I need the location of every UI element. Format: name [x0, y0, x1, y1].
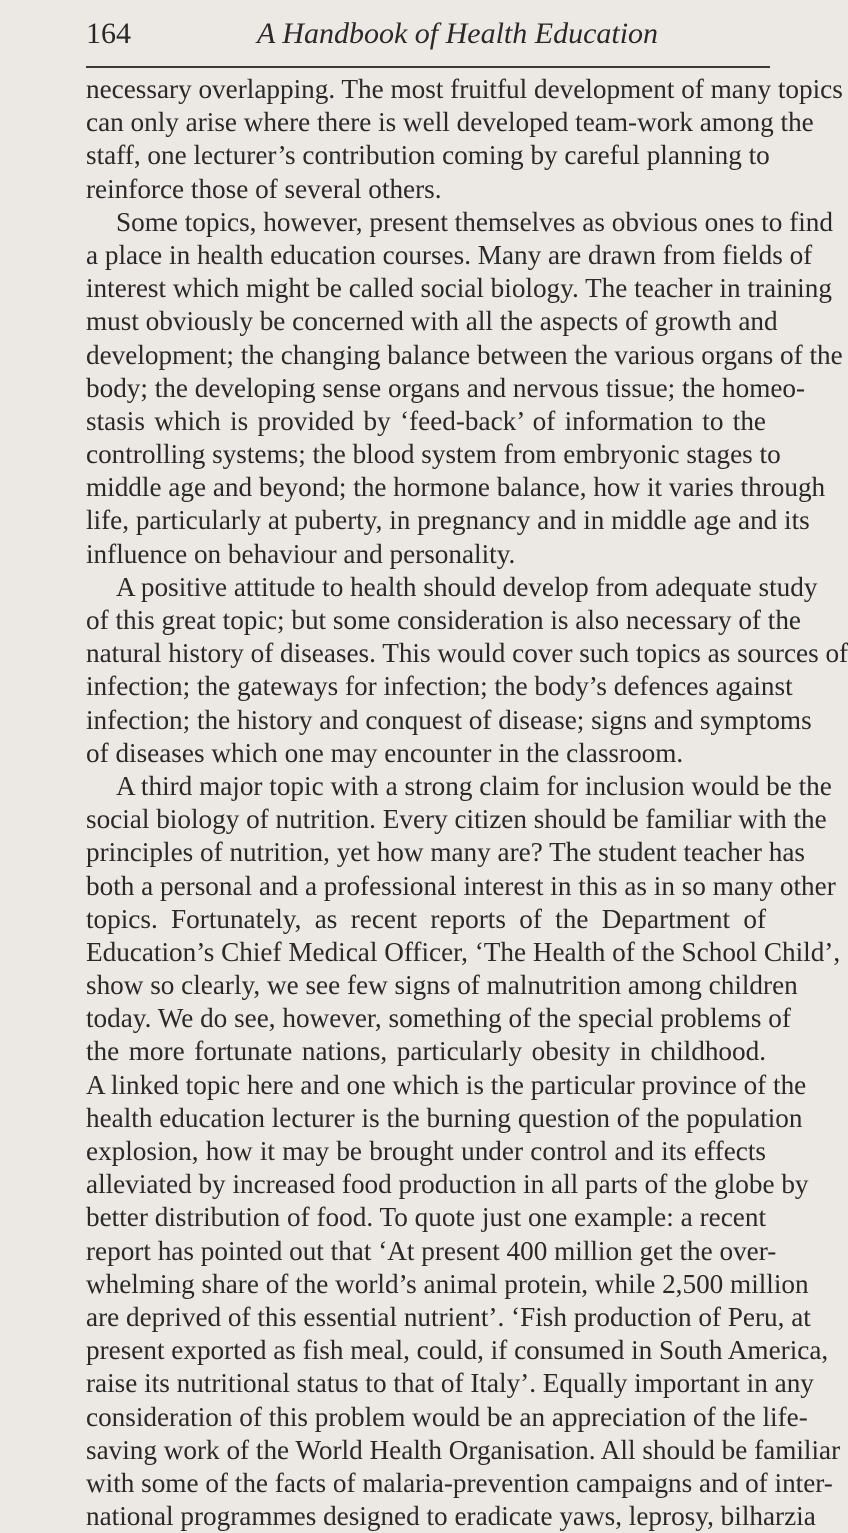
- text-line: the more fortunate nations, particularly obesity in childhood.: [86, 1036, 766, 1067]
- text-line: can only arise where there is well developed team-work among the: [86, 107, 814, 138]
- body-text: [86, 73, 848, 1533]
- text-line: body; the developing sense organs and nervous tissue; the homeo-: [86, 372, 806, 403]
- text-line: interest which might be called social biology. The teacher in training: [86, 273, 832, 304]
- text-line: alleviated by increased food production in all parts of the globe by: [86, 1169, 809, 1200]
- text-line: whelming share of the world’s animal protein, while 2,500 million: [86, 1268, 809, 1299]
- paragraph: [86, 73, 843, 206]
- text-line: saving work of the World Health Organisation. All should be familiar: [86, 1434, 841, 1465]
- paragraph: [86, 206, 843, 571]
- text-line: Education’s Chief Medical Officer, ‘The Health of the School Child’,: [86, 936, 841, 967]
- text-line: stasis which is provided by ‘feed-back’ of information to the: [86, 405, 766, 436]
- text-line: A third major topic with a strong claim for inclusion would be the: [116, 770, 832, 801]
- text-line: with some of the facts of malaria-prevention campaigns and of inter-: [86, 1467, 833, 1498]
- text-line: raise its nutritional status to that of Italy’. Equally important in any: [86, 1368, 814, 1399]
- running-head: [86, 14, 766, 54]
- text-line: both a personal and a professional interest in this as in so many other: [86, 870, 836, 901]
- text-line: reinforce those of several others.: [86, 173, 442, 204]
- text-line: a place in health education courses. Many are drawn from fields of: [86, 239, 813, 270]
- text-line: life, particularly at puberty, in pregnancy and in middle age and its: [86, 505, 810, 536]
- text-line: infection; the gateways for infection; the body’s defences against: [86, 671, 793, 702]
- text-line: natural history of diseases. This would cover such topics as sources of: [86, 638, 848, 669]
- text-line: show so clearly, we see few signs of malnutrition among children: [86, 970, 798, 1001]
- text-line: A linked topic here and one which is the particular province of the: [86, 1069, 807, 1100]
- text-line: A positive attitude to health should develop from adequate study: [116, 571, 818, 602]
- text-line: explosion, how it may be brought under control and its effects: [86, 1136, 766, 1166]
- text-line: necessary overlapping. The most fruitful development of many topics: [86, 74, 843, 104]
- paragraph: [86, 770, 841, 1533]
- text-line: better distribution of food. To quote just one example: a recent: [86, 1202, 766, 1233]
- text-line: of diseases which one may encounter in the classroom.: [86, 737, 684, 768]
- text-line: consideration of this problem would be an appreciation of the life-: [86, 1401, 808, 1432]
- text-line: of this great topic; but some consideration is also necessary of the: [86, 605, 801, 635]
- text-line: report has pointed out that ‘At present 400 million get the over-: [86, 1235, 777, 1266]
- text-line: middle age and beyond; the hormone balance, how it varies through: [86, 472, 826, 503]
- text-line: infection; the history and conquest of disease; signs and symptoms: [86, 704, 812, 735]
- text-line: must obviously be concerned with all the aspects of growth and: [86, 306, 778, 337]
- book-title: A Handbook of Health Education: [257, 17, 659, 50]
- paragraph: [86, 571, 848, 770]
- page-number: 164: [86, 17, 131, 50]
- header-rule: [86, 66, 770, 68]
- text-line: present exported as fish meal, could, if consumed in South America,: [86, 1335, 829, 1366]
- text-line: influence on behaviour and personality.: [86, 538, 516, 569]
- text-line: are deprived of this essential nutrient’. ‘Fish production of Peru, at: [86, 1301, 811, 1332]
- text-line: Some topics, however, present themselves as obvious ones to find: [116, 206, 833, 237]
- text-line: development; the changing balance between the various organs of the: [86, 339, 843, 370]
- text-line: controlling systems; the blood system from embryonic stages to: [86, 439, 781, 470]
- text-line: social biology of nutrition. Every citizen should be familiar with the: [86, 804, 827, 835]
- text-line: staff, one lecturer’s contribution coming by careful planning to: [86, 140, 770, 171]
- text-line: national programmes designed to eradicate yaws, leprosy, bilharzia: [86, 1501, 816, 1532]
- text-line: topics. Fortunately, as recent reports of the Department of: [86, 903, 766, 934]
- text-line: health education lecturer is the burning question of the population: [86, 1102, 803, 1133]
- text-line: today. We do see, however, something of the special problems of: [86, 1003, 791, 1034]
- text-line: principles of nutrition, yet how many are? The student teacher has: [86, 837, 805, 868]
